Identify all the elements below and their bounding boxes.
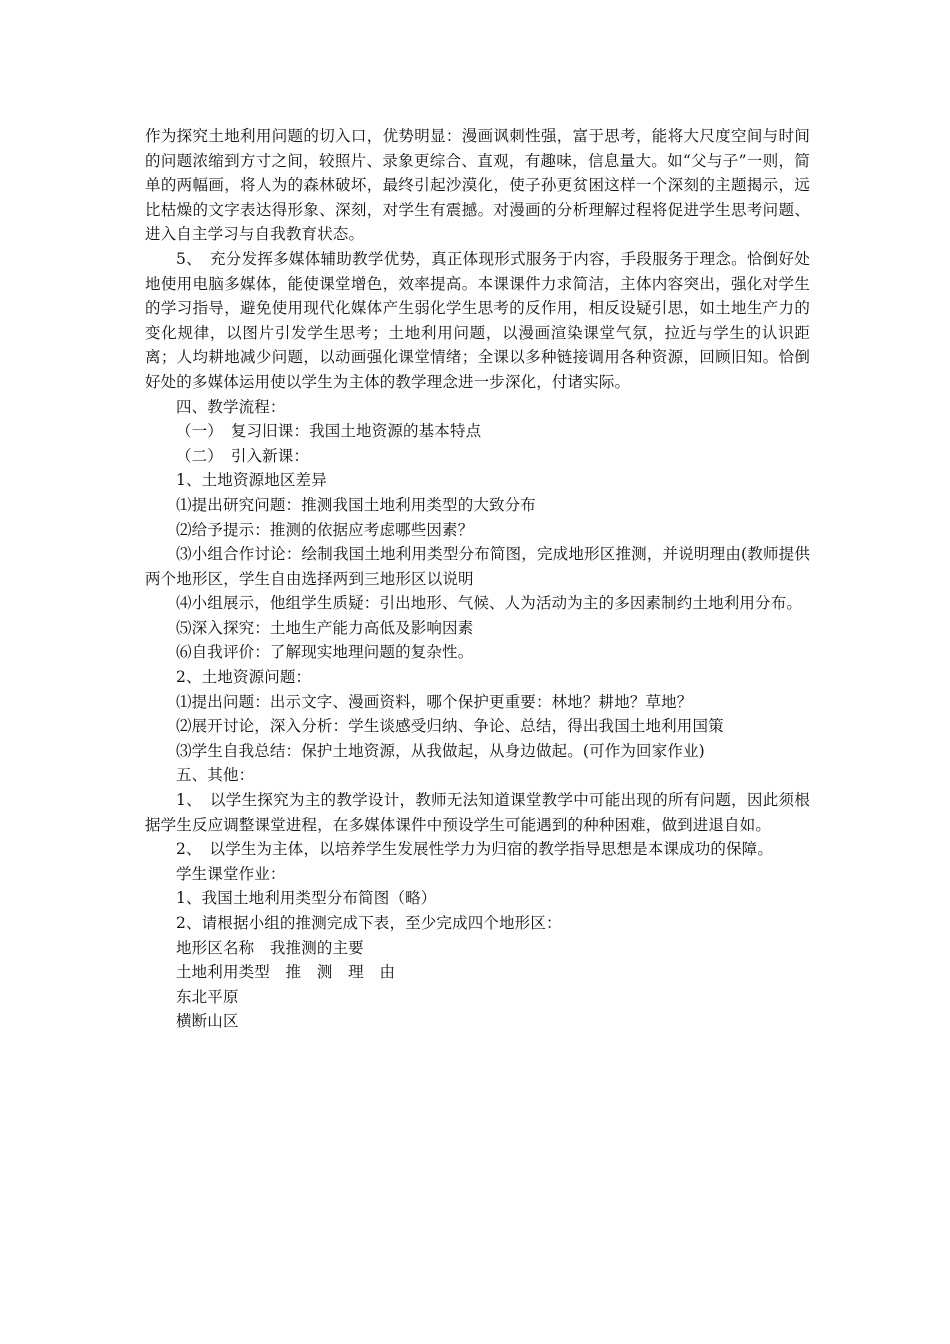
item-raise-question: ⑴提出问题：出示文字、漫画资料，哪个保护更重要：林地？耕地？草地？ [176, 692, 693, 711]
other-item-1: 1、 以学生探究为主的教学设计，教师无法知道课堂教学中可能出现的所有问题，因此须根据学生反应调整课堂进程，在多媒体课件中预设学生可能遇到的种种困难，做到进退自如。 [145, 791, 810, 834]
paragraph-multimedia: 5、 充分发挥多媒体辅助教学优势，真正体现形式服务于内容，手段服务于理念。恰倒好处地使用电脑多媒体，能使课堂增色，效率提高。本课课件力求简洁，主体内容突出，强化对学生的学习指导，避免使用现代化媒体产生弱化学生思考的反作用，相反设疑引思，如土地生产力的变化规律，以图片引发学生思考；土地利用问题，以漫画渲染课堂气氛，拉近与学生的认识距离；人均耕地减少问题，以动画强化课堂情绪；全课以多种链接调用各种资源，回顾旧知。恰倒好处的多媒体运用使以学生为主体的教学理念进一步深化，付诸实际。 [145, 249, 810, 391]
step-review: （一） 复习旧课：我国土地资源的基本特点 [176, 422, 482, 441]
topic-land-problem: 2、土地资源问题： [176, 668, 312, 687]
table-header-line-2: 土地利用类型 推 测 理 由 [176, 963, 396, 982]
table-header-line-1: 地形区名称 我推测的主要 [176, 938, 364, 957]
item-group-discussion: ⑶小组合作讨论：绘制我国土地利用类型分布简图，完成地形区推测，并说明理由(教师提供两个地形区，学生自由选择两到三地形区以说明 [145, 545, 810, 588]
heading-other: 五、其他： [176, 766, 255, 785]
document-body [145, 124, 810, 1034]
item-research-question: ⑴提出研究问题：推测我国土地利用类型的大致分布 [176, 495, 536, 514]
homework-item-1: 1、我国土地利用类型分布简图（略） [176, 889, 437, 908]
item-discussion: ⑵展开讨论，深入分析：学生谈感受归纳、争论、总结，得出我国土地利用国策 [176, 717, 724, 736]
item-hint: ⑵给予提示：推测的依据应考虑哪些因素？ [176, 520, 474, 539]
table-row-hengduan-mountains: 横断山区 [176, 1012, 239, 1031]
paragraph-cartoon-advantage: 作为探究土地利用问题的切入口，优势明显：漫画讽刺性强，富于思考，能将大尺度空间与时间的问题浓缩到方寸之间，较照片、录象更综合、直观，有趣味，信息量大。如“父与子”一则，简单的两幅画，将人为的森林破坏，最终引起沙漠化，使子孙更贫困这样一个深刻的主题揭示，远比枯燥的文字表达得形象、深刻，对学生有震撼。对漫画的分析理解过程将促进学生思考问题、进入自主学习与自我教育状态。 [145, 127, 810, 244]
topic-regional-difference: 1、土地资源地区差异 [176, 471, 327, 490]
step-introduce: （二） 引入新课： [176, 446, 310, 465]
homework-item-2: 2、请根据小组的推测完成下表，至少完成四个地形区： [176, 914, 562, 932]
item-self-summary: ⑶学生自我总结：保护土地资源，从我做起，从身边做起。(可作为回家作业) [176, 741, 705, 760]
table-row-northeast-plain: 东北平原 [176, 987, 239, 1006]
item-group-show: ⑷小组展示，他组学生质疑：引出地形、气候、人为活动为主的多因素制约土地利用分布。 [176, 594, 803, 613]
other-item-2: 2、 以学生为主体，以培养学生发展性学力为归宿的教学指导思想是本课成功的保障。 [176, 840, 773, 859]
heading-homework: 学生课堂作业： [176, 864, 286, 883]
heading-teaching-process: 四、教学流程： [176, 397, 286, 416]
item-self-evaluation: ⑹自我评价：了解现实地理问题的复杂性。 [176, 643, 474, 662]
item-deep-explore: ⑸深入探究：土地生产能力高低及影响因素 [176, 618, 474, 637]
